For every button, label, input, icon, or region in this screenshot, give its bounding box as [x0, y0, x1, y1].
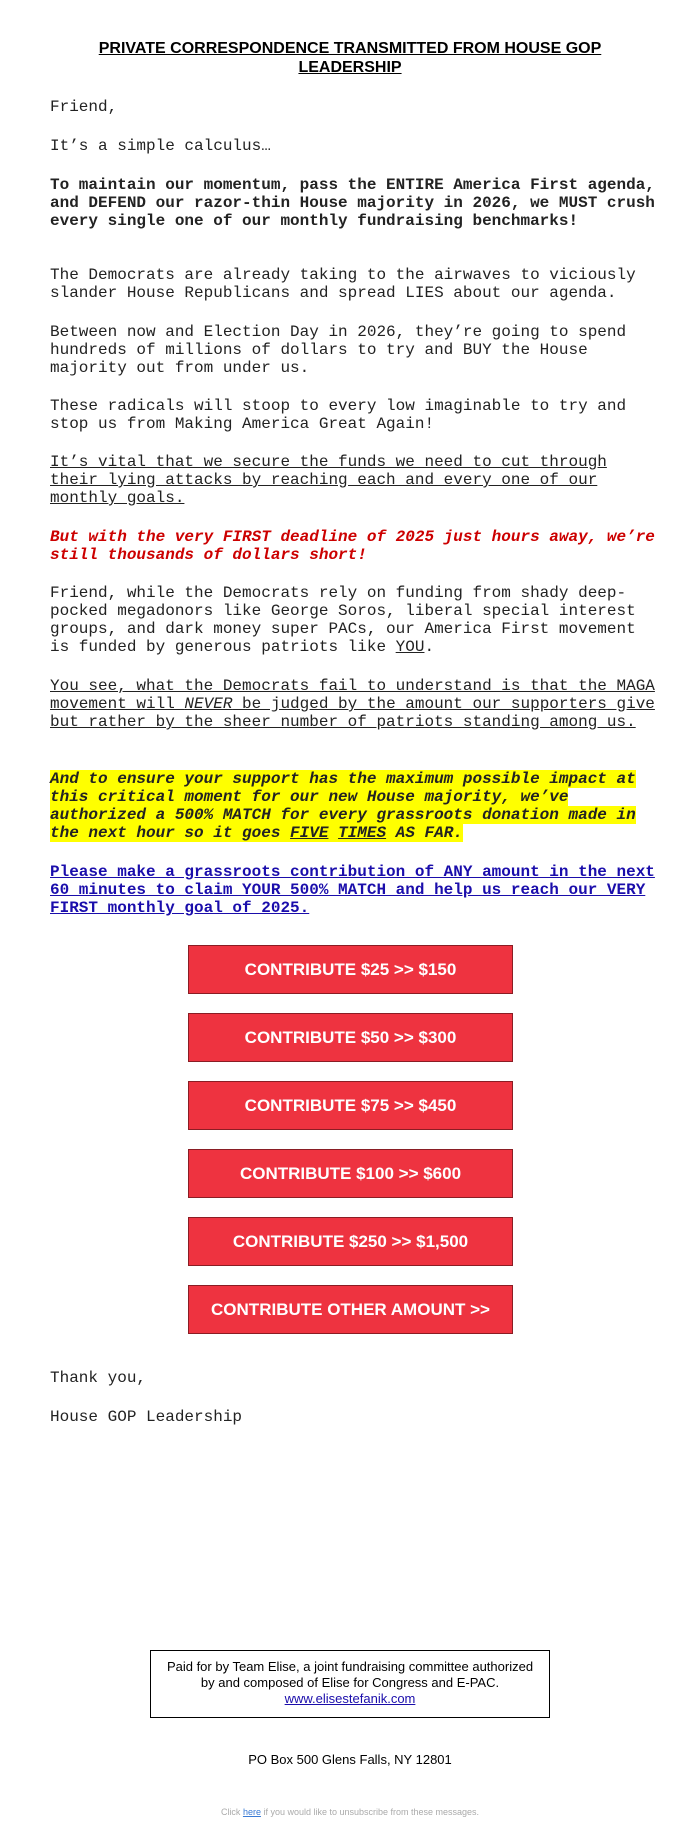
- friend-paragraph-end: .: [424, 638, 435, 656]
- unsubscribe-notice: [0, 1807, 700, 1817]
- times-emphasis: TIMES: [338, 824, 387, 842]
- match-paragraph: [50, 770, 660, 842]
- thank-you: Thank you,: [50, 1369, 147, 1387]
- disclaimer-text: Paid for by Team Elise, a joint fundraising committee authorized by and composed of Elise for Congress and E-PAC.: [166, 1659, 534, 1690]
- democrats-paragraph: The Democrats are already taking to the airwaves to viciously slander House Republicans and spread LIES about our agenda.: [50, 266, 636, 302]
- website-link[interactable]: www.elisestefanik.com: [284, 1691, 416, 1706]
- contribute-250-button[interactable]: CONTRIBUTE $250 >> $1,500: [188, 1217, 513, 1266]
- see-paragraph-text: You see, what the Democrats fail to understand is that the MAGA movement will: [50, 677, 655, 713]
- contribute-100-button[interactable]: CONTRIBUTE $100 >> $600: [188, 1149, 513, 1198]
- friend-paragraph-text: Friend, while the Democrats rely on funding from shady deep-pocked megadonors like George Soros, liberal special interest groups, and dark money super PACs, our America First movement is funded by generous patriots like: [50, 584, 636, 656]
- election-paragraph: Between now and Election Day in 2026, they’re going to spend hundreds of millions of dollars to try and BUY the House majority out from under us.: [50, 323, 627, 377]
- unsub-text-before: Click: [220, 1807, 243, 1817]
- see-paragraph-end: be judged by the amount our supporters give but rather by the sheer number of patriots standing among us.: [50, 695, 655, 731]
- contribute-75-button[interactable]: CONTRIBUTE $75 >> $450: [188, 1081, 513, 1130]
- contribute-other-button[interactable]: CONTRIBUTE OTHER AMOUNT >>: [188, 1285, 513, 1334]
- contribution-link[interactable]: Please make a grassroots contribution of ANY amount in the next 60 minutes to claim YOUR 500% MATCH and help us reach our VERY FIRST monthly goal of 2025.: [50, 863, 655, 917]
- match-space: [328, 824, 338, 842]
- see-paragraph: [50, 677, 660, 731]
- unsubscribe-link[interactable]: here: [242, 1807, 261, 1817]
- email-header-title: PRIVATE CORRESPONDENCE TRANSMITTED FROM HOUSE GOP LEADERSHIP: [98, 40, 602, 76]
- signature: House GOP Leadership: [50, 1408, 243, 1426]
- contribute-25-button[interactable]: CONTRIBUTE $25 >> $150: [188, 945, 513, 994]
- vital-paragraph: It’s vital that we secure the funds we need to cut through their lying attacks by reaching each and every one of our monthly goals.: [50, 453, 607, 507]
- five-emphasis: FIVE: [290, 824, 329, 842]
- you-emphasis: YOU: [395, 638, 425, 656]
- bold-paragraph: To maintain our momentum, pass the ENTIRE America First agenda, and DEFEND our razor-thin House majority in 2026, we MUST crush every single one of our monthly fundraising benchmarks!: [50, 176, 655, 230]
- greeting: Friend,: [50, 98, 118, 116]
- unsub-text-after: if you would like to unsubscribe from these messages.: [260, 1807, 480, 1817]
- deadline-paragraph: But with the very FIRST deadline of 2025 just hours away, we’re still thousands of dollars short!: [50, 528, 655, 564]
- mailing-address: PO Box 500 Glens Falls, NY 12801: [248, 1752, 452, 1767]
- never-emphasis: NEVER: [184, 695, 233, 713]
- contribution-link-paragraph: [50, 863, 660, 917]
- radicals-paragraph: These radicals will stoop to every low imaginable to try and stop us from Making America Great Again!: [50, 397, 627, 433]
- friend-paragraph: [50, 584, 660, 656]
- intro-line: It’s a simple calculus…: [50, 137, 271, 155]
- contribute-50-button[interactable]: CONTRIBUTE $50 >> $300: [188, 1013, 513, 1062]
- paid-for-disclaimer: [150, 1650, 550, 1718]
- match-paragraph-end: AS FAR.: [386, 824, 463, 842]
- match-paragraph-text: And to ensure your support has the maximum possible impact at this critical moment for our new House majority, we’ve authorized a 500% MATCH for every grassroots donation made in the next hour so it goes: [50, 770, 636, 842]
